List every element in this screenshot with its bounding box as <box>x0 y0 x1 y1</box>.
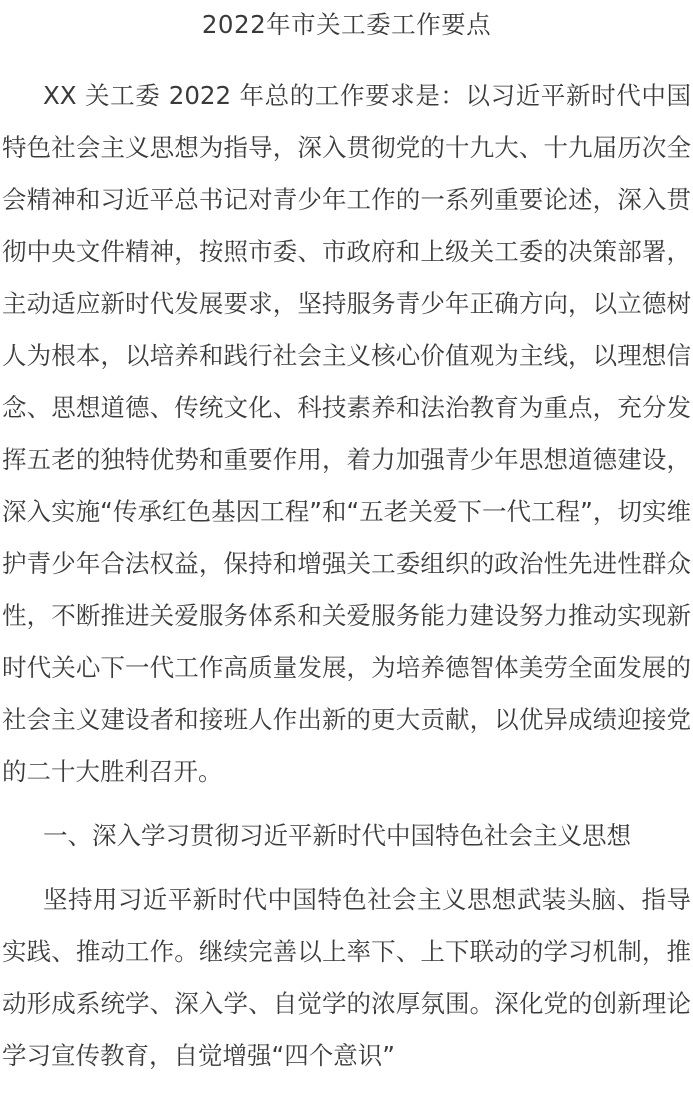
document-title: 2022年市关工委工作要点 <box>201 10 492 39</box>
section-paragraph: 坚持用习近平新时代中国特色社会主义思想武装头脑、指导实践、推动工作。继续完善以上率下、上下联动的学习机制，推动形成系统学、深入学、自觉学的浓厚氛围。深化党的创新理论学习宣传教育，自觉增强“四个意识” <box>2 885 691 1070</box>
intro-paragraph: XX 关工委 2022 年总的工作要求是：以习近平新时代中国特色社会主义思想为指导，深入贯彻党的十九大、十九届历次全会精神和习近平总书记对青少年工作的一系列重要论述，深入贯彻中央文件精神，按照市委、市政府和上级关工委的决策部署，主动适应新时代发展要求，坚持服务青少年正确方向，以立德树人为根本，以培养和践行社会主义核心价值观为主线，以理想信念、思想道德、传统文化、科技素养和法治教育为重点，充分发挥五老的独特优势和重要作用，着力加强青少年思想道德建设，深入实施“传承红色基因工程”和“五老关爱下一代工程”，切实维护青少年合法权益，保持和增强关工委组织的政治性先进性群众性，不断推进关爱服务体系和关爱服务能力建设努力推动实现新时代关心下一代工作高质量发展，为培养德智体美劳全面发展的社会主义建设者和接班人作出新的更大贡献，以优异成绩迎接党的二十大胜利召开。 <box>2 81 691 786</box>
section-heading: 一、深入学习贯彻习近平新时代中国特色社会主义思想 <box>43 821 631 850</box>
